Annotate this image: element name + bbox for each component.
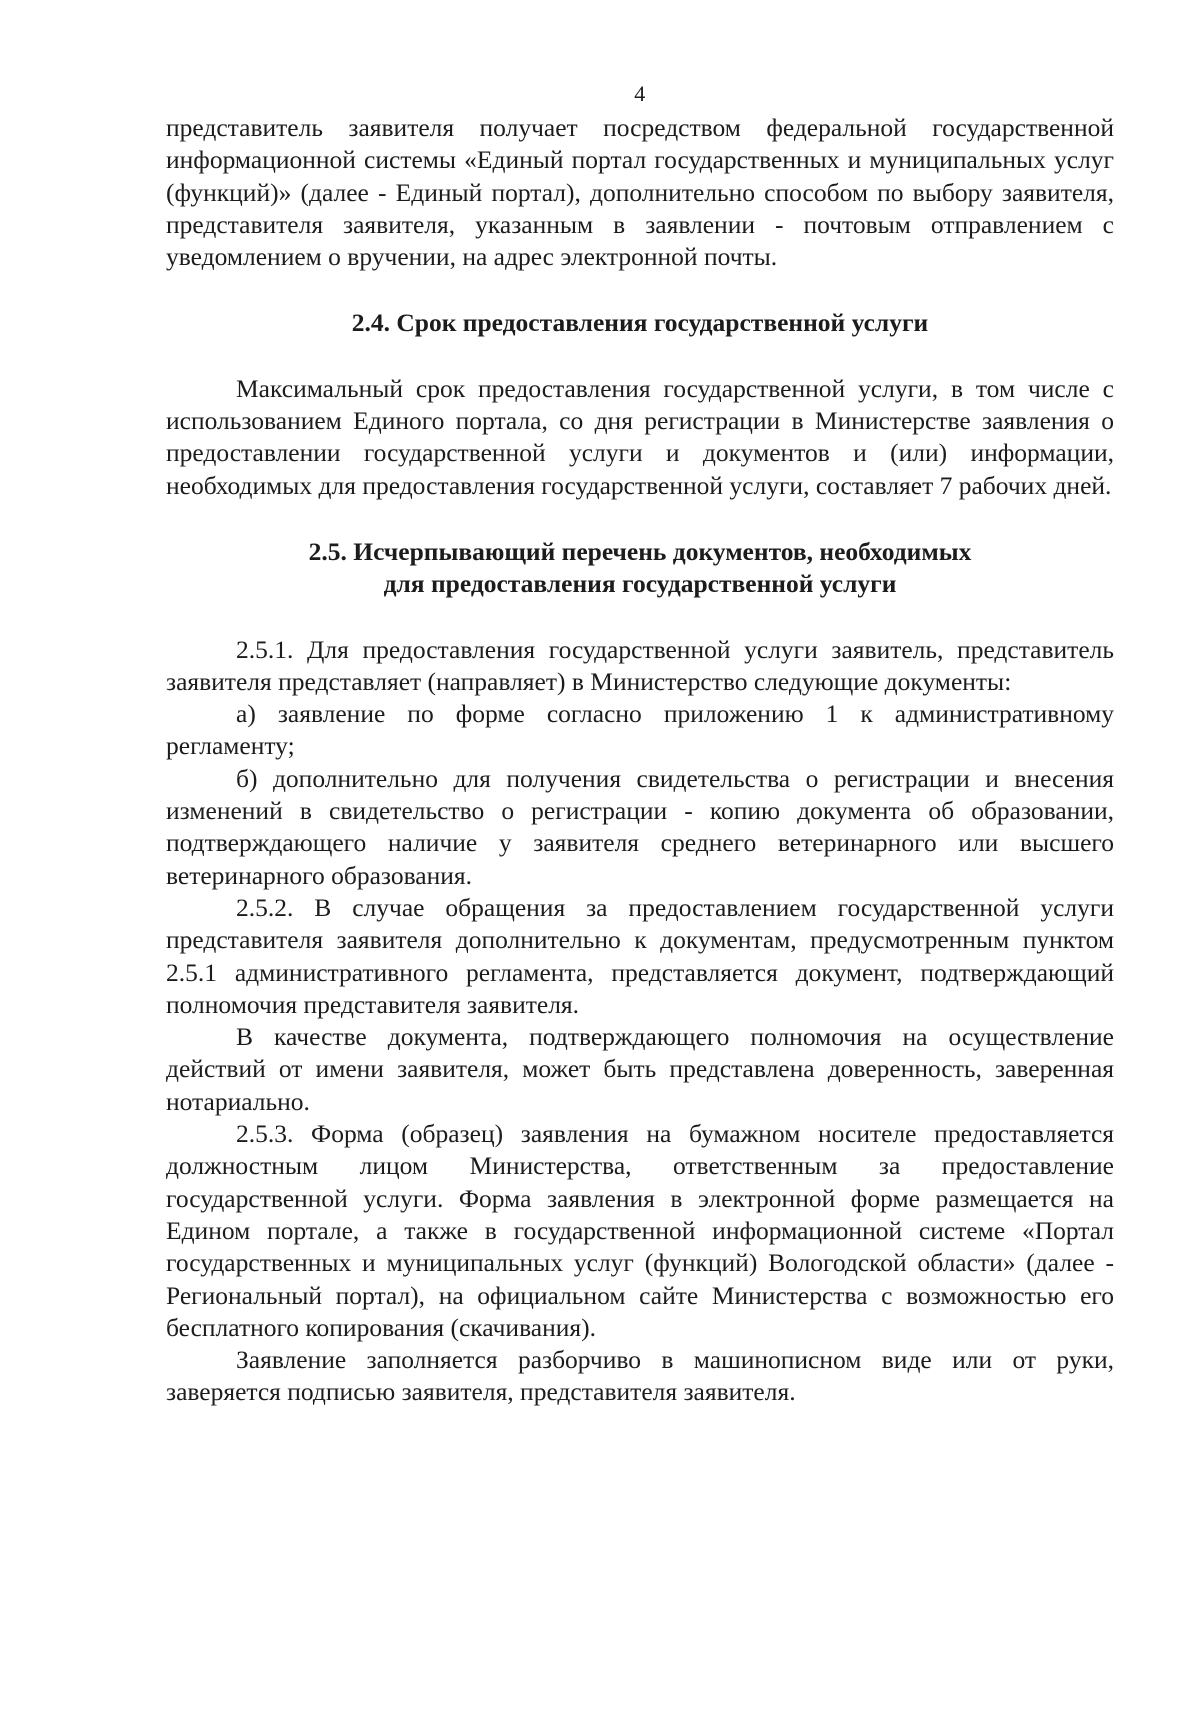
section-2-5-heading	[166, 536, 1114, 601]
section-2-5-heading-line-2: для предоставления государственной услуги	[383, 569, 897, 599]
spacer	[166, 340, 1114, 373]
paragraph-filling-rules: Заявление заполняется разборчиво в машинописном виде или от руки, заверяется подписью заявителя, представителя заявителя.	[166, 1345, 1114, 1407]
page-number: 4	[634, 81, 646, 106]
section-2-4-paragraph: Максимальный срок предоставления государственной услуги, в том числе с использованием Единого портала, со дня регистрации в Министерстве заявления о предоставлении государственной услуги и документов и (или) информации, необходимых для предоставления государственной услуги, составляет 7 рабочих дней.	[166, 373, 1114, 500]
paragraph-2-5-1: 2.5.1. Для предоставления государственной услуги заявитель, представитель заявителя представляет (направляет) в Министерство следующие документы:	[166, 634, 1114, 696]
paragraph-power-of-attorney: В качестве документа, подтверждающего полномочия на осуществление действий от имени заявителя, может быть представлена доверенность, заверенная нотариально.	[166, 1022, 1114, 1116]
spacer	[166, 273, 1114, 307]
spacer	[166, 502, 1114, 536]
document-page	[166, 78, 1114, 1409]
paragraph-2-5-3: 2.5.3. Форма (образец) заявления на бумажном носителе предоставляется должностным лицом Министерства, ответственным за предоставление государственной услуги. Форма заявления в электронной форме размещается на Едином портале, а также в государственной информационной системе «Портал государственных и муниципальных услуг (функций) Вологодской области» (далее - Региональный портал), на официальном сайте Министерства с возможностью его бесплатного копирования (скачивания).	[166, 1119, 1114, 1342]
paragraph-2-5-2: 2.5.2. В случае обращения за предоставлением государственной услуги представителя заявителя дополнительно к документам, предусмотренным пунктом 2.5.1 административного регламента, представляется документ, подтверждающий полномочия представителя заявителя.	[166, 892, 1114, 1019]
section-2-5-heading-line-1: 2.5. Исчерпывающий перечень документов, необходимых	[308, 536, 972, 566]
paragraph-item-a: а) заявление по форме согласно приложению 1 к административному регламенту;	[166, 699, 1114, 761]
section-2-4-heading: 2.4. Срок предоставления государственной услуги	[351, 308, 929, 338]
paragraph-item-b: б) дополнительно для получения свидетельства о регистрации и внесения изменений в свидетельство о регистрации - копию документа об образовании, подтверждающего наличие у заявителя среднего ветеринарного или высшего ветеринарного образования.	[166, 763, 1114, 890]
spacer	[166, 601, 1114, 634]
intro-paragraph: представитель заявителя получает посредством федеральной государственной информационной системы «Единый портал государственных и муниципальных услуг (функций)» (далее - Единый портал), дополнительно способом по выбору заявителя, представителя заявителя, указанным в заявлении - почтовым отправлением с уведомлением о вручении, на адрес электронной почты.	[166, 113, 1114, 272]
